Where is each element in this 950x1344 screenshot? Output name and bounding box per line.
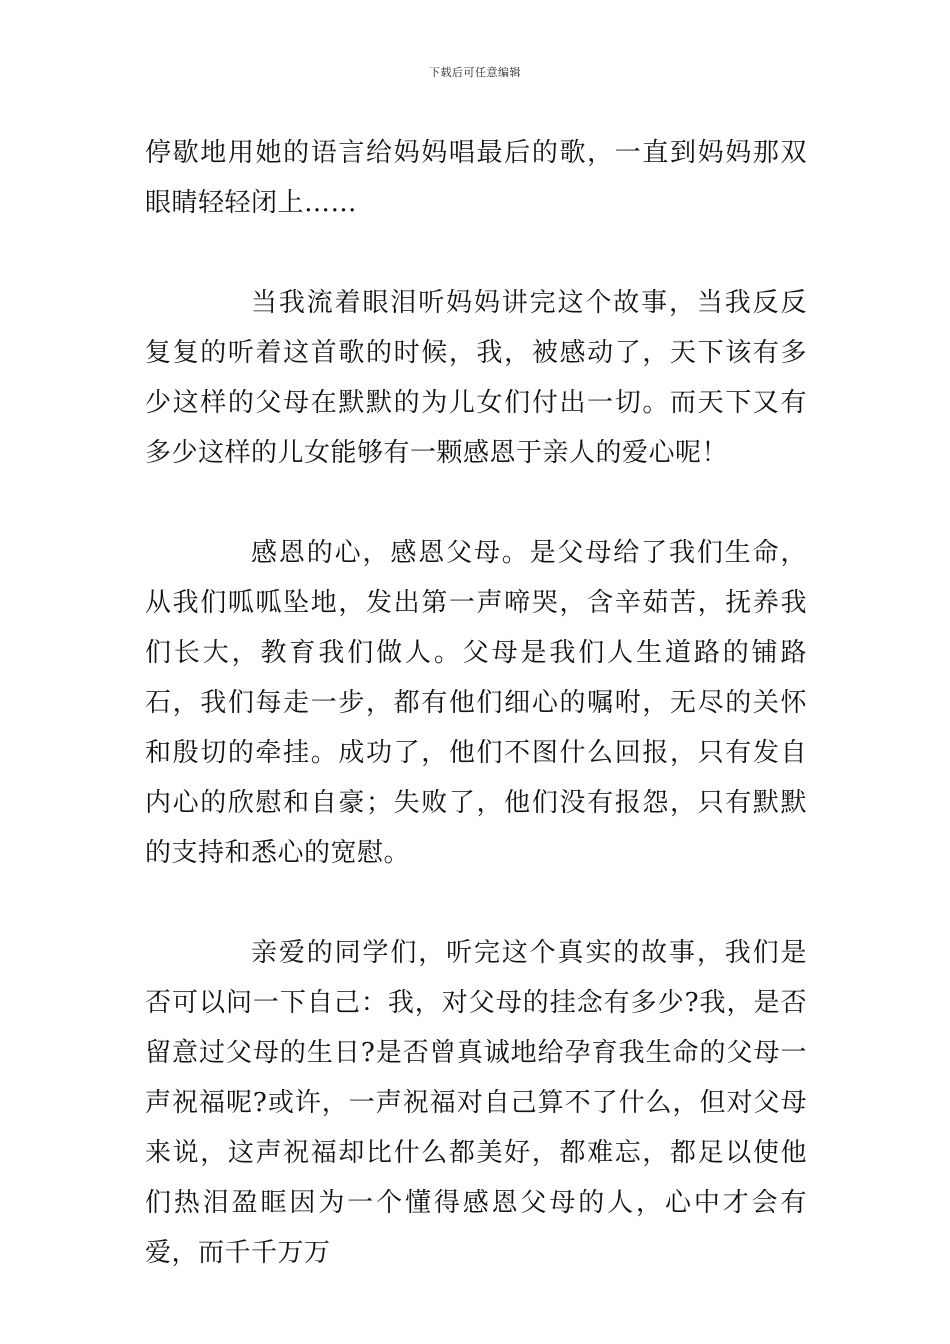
- paragraph-spacer: [145, 478, 807, 528]
- paragraph-spacer: [145, 228, 807, 278]
- document-body: [145, 128, 807, 1278]
- page-header: 下载后可任意编辑: [429, 66, 521, 79]
- paragraph-continuation: 停歇地用她的语言给妈妈唱最后的歌，一直到妈妈那双眼睛轻轻闭上……: [145, 138, 807, 218]
- paragraph-story-moved: 当我流着眼泪听妈妈讲完这个故事，当我反反复复的听着这首歌的时候，我，被感动了，天下该有多少这样的父母在默默的为儿女们付出一切。而天下又有多少这样的儿女能够有一颗感恩于亲人的爱心呢！: [145, 288, 807, 468]
- paragraph-grateful-heart: 感恩的心，感恩父母。是父母给了我们生命，从我们呱呱坠地，发出第一声啼哭，含辛茹苦，抚养我们长大，教育我们做人。父母是我们人生道路的铺路石，我们每走一步，都有他们细心的嘱咐，无尽的关怀和殷切的牵挂。成功了，他们不图什么回报，只有发自内心的欣慰和自豪；失败了，他们没有报怨，只有默默的支持和悉心的宽慰。: [145, 538, 807, 868]
- paragraph-spacer: [145, 878, 807, 928]
- paragraph-dear-classmates: 亲爱的同学们，听完这个真实的故事，我们是否可以问一下自己：我，对父母的挂念有多少?我，是否留意过父母的生日?是否曾真诚地给孕育我生命的父母一声祝福呢?或许，一声祝福对自己算不了什么，但对父母来说，这声祝福却比什么都美好，都难忘，都足以使他们热泪盈眶因为一个懂得感恩父母的人，心中才会有爱，而千千万万: [145, 938, 807, 1268]
